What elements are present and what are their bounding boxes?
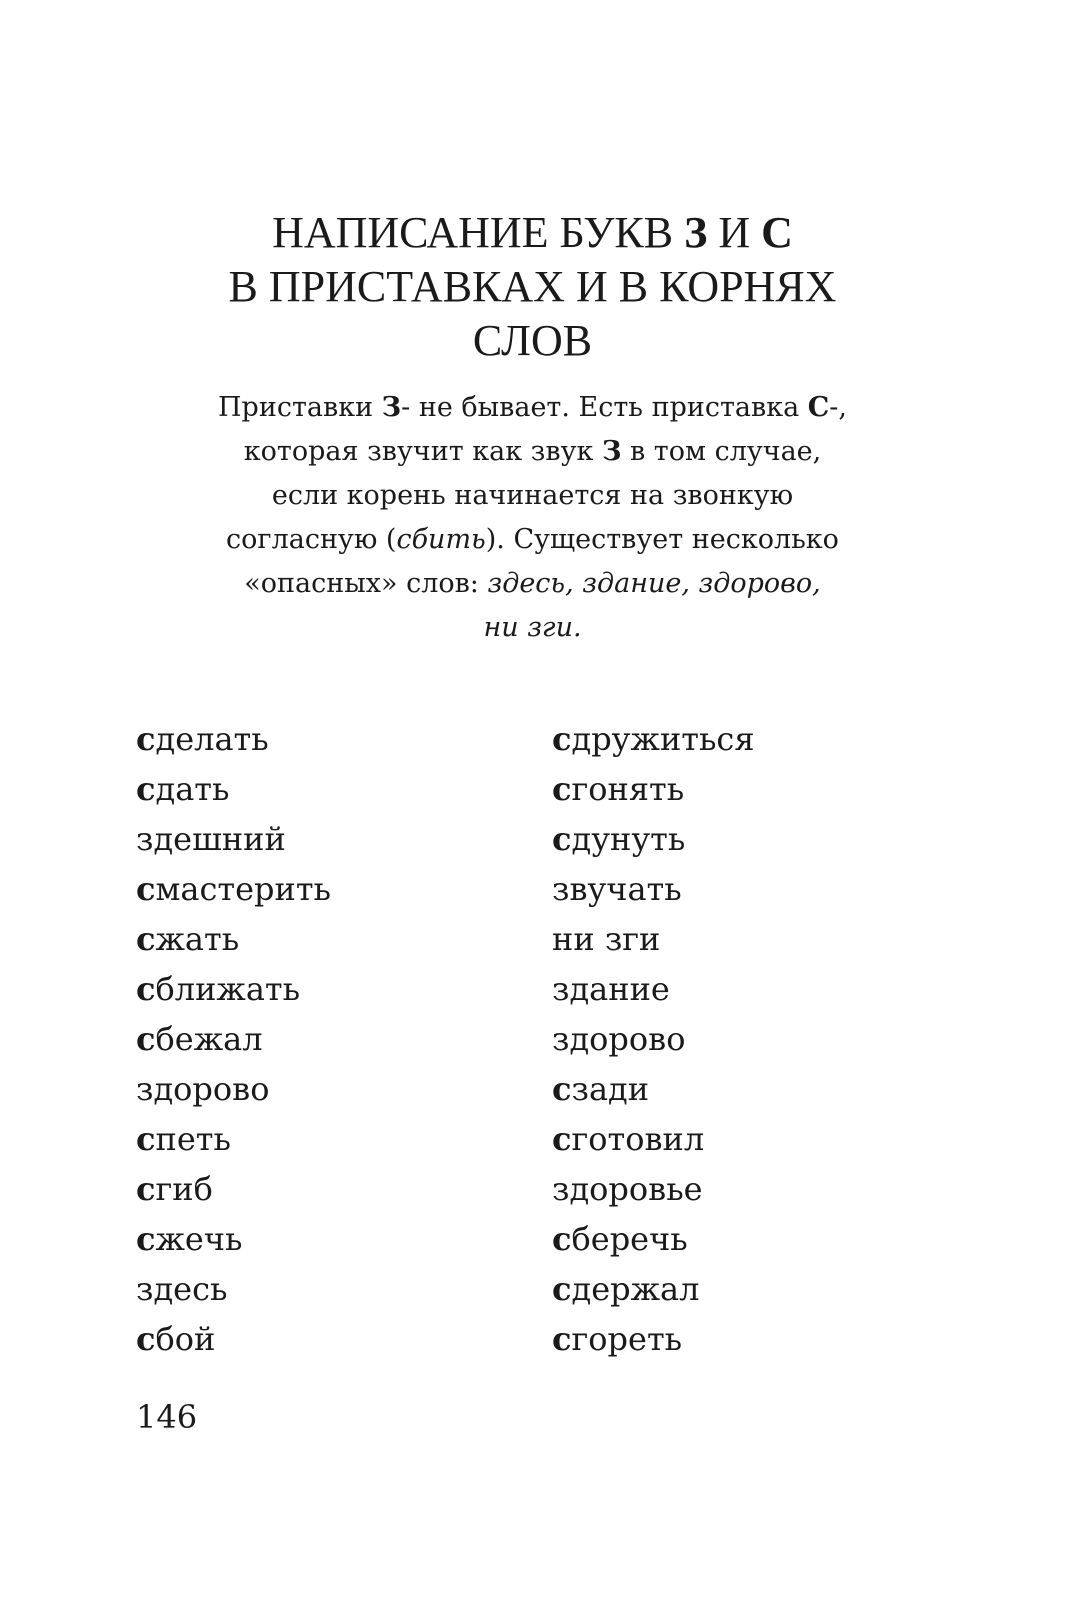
word-rest: ни зги <box>552 920 661 958</box>
page-title <box>0 206 1065 368</box>
word-item <box>136 814 331 864</box>
word-rest: жать <box>155 920 240 958</box>
word-rest: здесь <box>136 1270 228 1308</box>
word-rest: здание <box>552 970 670 1008</box>
word-item <box>136 1164 331 1214</box>
word-rest: дунуть <box>571 820 686 858</box>
word-rest: зади <box>571 1070 650 1108</box>
word-rest: держал <box>571 1270 700 1308</box>
word-item <box>136 1114 331 1164</box>
word-rest: здешний <box>136 820 286 858</box>
word-item <box>136 1264 331 1314</box>
word-rest: готовил <box>571 1120 705 1158</box>
word-item <box>136 864 331 914</box>
word-rest: петь <box>155 1120 231 1158</box>
title-line-3: СЛОВ <box>472 316 593 365</box>
word-item <box>552 964 755 1014</box>
page-number: 146 <box>136 1398 198 1436</box>
word-item <box>552 864 755 914</box>
word-item <box>552 1114 755 1164</box>
word-item <box>552 1064 755 1114</box>
word-item <box>136 714 331 764</box>
word-rest: делать <box>155 720 269 758</box>
word-item <box>136 1064 331 1114</box>
word-item <box>552 714 755 764</box>
rule-paragraph <box>120 386 945 650</box>
word-rest: бежал <box>155 1020 263 1058</box>
word-rest: жечь <box>155 1220 243 1258</box>
word-rest: здоровье <box>552 1170 703 1208</box>
prefix-letter: с <box>136 1320 156 1358</box>
prefix-letter: с <box>136 720 156 758</box>
rule-line-3: если корень начинается на звонкую <box>271 480 794 511</box>
exception-words: здесь, здание, здорово, <box>487 568 821 599</box>
word-item <box>552 914 755 964</box>
prefix-letter: с <box>136 870 156 908</box>
title-line-2: В ПРИСТАВКАХ И В КОРНЯХ <box>228 262 837 311</box>
word-item <box>552 764 755 814</box>
example-word: сбить <box>396 524 486 555</box>
prefix-letter: с <box>552 1220 572 1258</box>
word-item <box>552 1264 755 1314</box>
word-rest: беречь <box>571 1220 688 1258</box>
prefix-letter: с <box>136 1120 156 1158</box>
word-rest: здорово <box>552 1020 686 1058</box>
prefix-letter: с <box>552 1120 572 1158</box>
prefix-letter: с <box>136 770 156 808</box>
word-item <box>136 914 331 964</box>
word-rest: мастерить <box>155 870 331 908</box>
prefix-letter: с <box>552 1320 572 1358</box>
word-rest: ближать <box>155 970 301 1008</box>
word-rest: бой <box>155 1320 216 1358</box>
word-rest: гиб <box>155 1170 213 1208</box>
title-letter-z: З <box>684 208 708 257</box>
word-item <box>552 1214 755 1264</box>
prefix-letter: с <box>552 1070 572 1108</box>
word-item <box>136 1014 331 1064</box>
word-rest: гореть <box>571 1320 683 1358</box>
prefix-letter: с <box>136 1020 156 1058</box>
word-item <box>136 764 331 814</box>
prefix-letter: с <box>552 720 572 758</box>
exception-words-end: ни зги. <box>483 612 582 643</box>
rule-line-6 <box>120 606 945 650</box>
word-item <box>552 1164 755 1214</box>
rule-line-2: которая звучит как звук З в том случае, <box>243 436 822 467</box>
word-item <box>136 1314 331 1364</box>
word-item <box>552 1014 755 1064</box>
word-item <box>136 1214 331 1264</box>
word-item <box>136 964 331 1014</box>
prefix-letter: с <box>552 770 572 808</box>
prefix-letter: с <box>552 820 572 858</box>
rule-line-1: Приставки З- не бывает. Есть приставка С-, <box>218 392 847 423</box>
prefix-letter: с <box>136 970 156 1008</box>
rule-line-4: согласную (сбить). Существует несколько <box>226 524 839 555</box>
word-rest: дружиться <box>571 720 755 758</box>
word-list-right <box>552 714 755 1364</box>
word-item <box>552 1314 755 1364</box>
prefix-letter: с <box>136 920 156 958</box>
prefix-letter: с <box>136 1170 156 1208</box>
word-rest: гонять <box>571 770 685 808</box>
rule-line-5: «опасных» слов: здесь, здание, здорово, <box>244 568 821 599</box>
word-item <box>552 814 755 864</box>
word-list-left <box>136 714 331 1364</box>
word-rest: звучать <box>552 870 682 908</box>
word-rest: здорово <box>136 1070 270 1108</box>
word-rest: дать <box>155 770 230 808</box>
title-line-1: НАПИСАНИЕ БУКВ З И С <box>272 208 793 257</box>
prefix-letter: с <box>552 1270 572 1308</box>
prefix-letter: с <box>136 1220 156 1258</box>
title-letter-s: С <box>761 208 793 257</box>
